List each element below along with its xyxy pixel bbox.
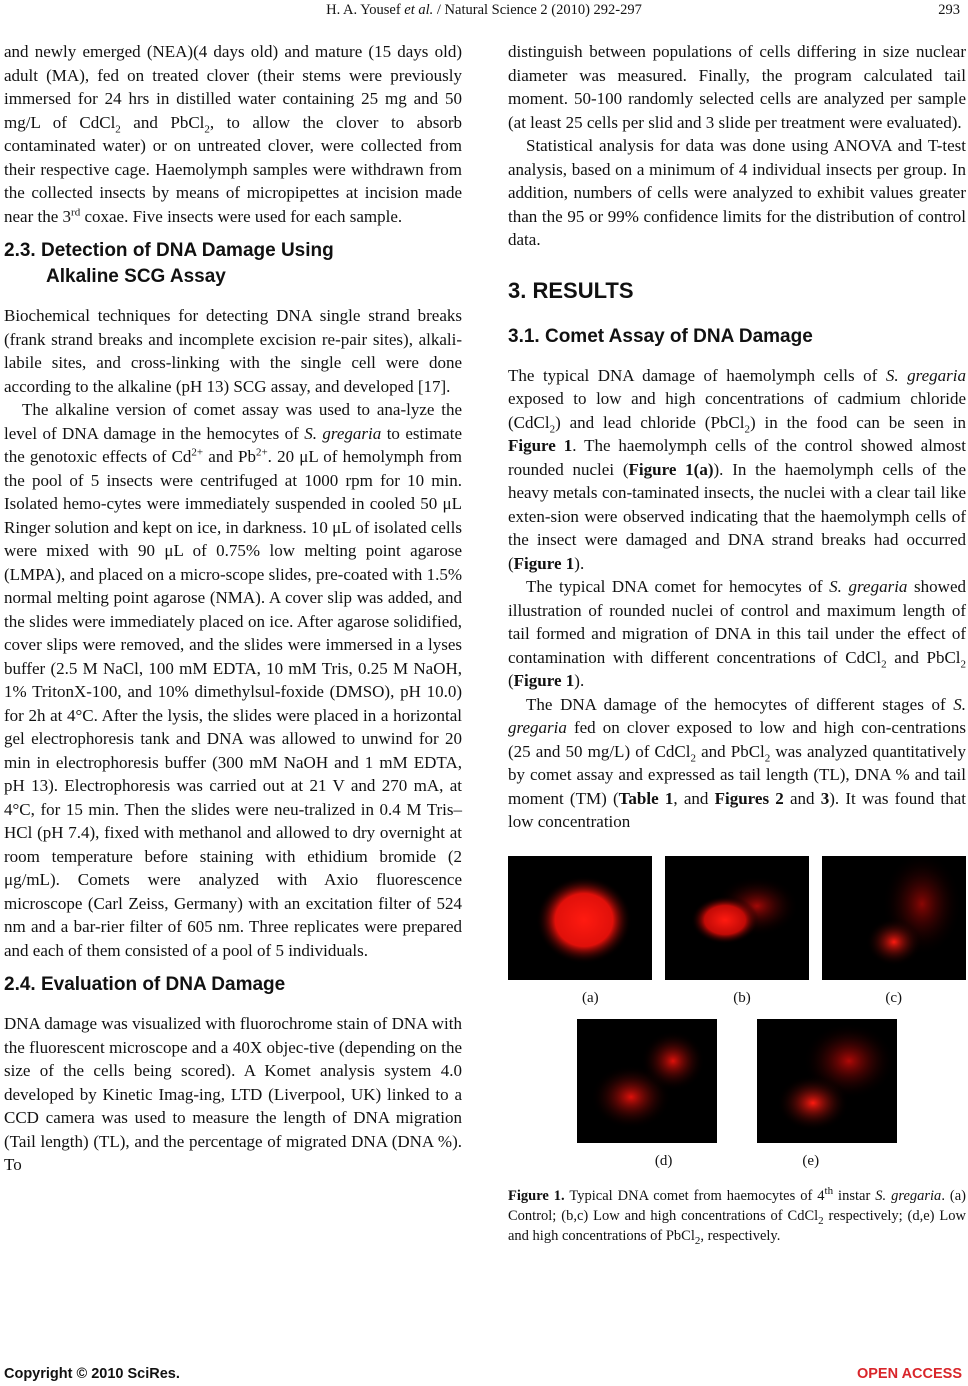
paragraph: The DNA damage of the hemocytes of different stages of S. gregaria fed on clover exposed to low and high con-centrations (25 and 50 mg/L) of CdCl$_2$ and PbCl$_2$ was analyzed quantitatively by comet assay and expressed as tail length (TL), DNA % and tail moment (TM) (Table 1, and Figures 2 and 3). It was found that low concentration bbox=[508, 694, 967, 831]
label-e: (e) bbox=[802, 1152, 820, 1169]
paragraph: Statistical analysis for data was done using ANOVA and T-test analysis, based on a minimum of 4 individual insects per group. In addition, numbers of cells were analyzed to exhibit values greater than the 95 or 99% confidence limits for the distribution of control data. bbox=[508, 136, 966, 249]
label-b: (b) bbox=[733, 989, 751, 1006]
page-number: 293 bbox=[938, 2, 960, 18]
copyright: Copyright © 2010 SciRes. bbox=[4, 1366, 180, 1382]
label-d: (d) bbox=[654, 1152, 673, 1169]
comet-image-a bbox=[508, 856, 652, 980]
paragraph: Biochemical techniques for detecting DNA single strand breaks (frank strand breaks and incomplete excision re-pair sites), alkali-labile sites, and cross-linking with the single cell were done according to the alkaline (pH 13) SCG assay, and developed [17]. bbox=[4, 306, 462, 396]
label-c: (c) bbox=[885, 989, 902, 1006]
comet-image-d bbox=[577, 1019, 717, 1143]
section-heading-3-1: 3.1. Comet Assay of DNA Damage bbox=[508, 325, 813, 347]
results-heading: 3. RESULTS bbox=[508, 277, 634, 303]
open-access-label: OPEN ACCESS bbox=[856, 1366, 962, 1382]
running-head-title: H. A. Yousef et al. / Natural Science 2 (2010) 292-297 bbox=[326, 2, 642, 18]
figure-row-bottom bbox=[508, 1019, 966, 1143]
paragraph: The typical DNA damage of haemolymph cells of S. gregaria exposed to low and high concentrations of cadmium chloride (CdCl$_2$) and lead chloride (PbCl$_2$) in the food can be seen in Figure 1. The haemolymph cells of the control showed almost rounded nuclei (Figure 1(a)). In the haemolymph cells of the heavy metals con-taminated insects, the nuclei with a clear tail like exten-sion were observed indicating that the haemolymph cells of the insect were damaged and DNA strand breaks had occurred (Figure 1). bbox=[508, 365, 967, 573]
left-column bbox=[4, 40, 462, 1177]
right-column bbox=[508, 40, 966, 1246]
comet-image-c bbox=[822, 856, 966, 980]
comet-image-b bbox=[665, 856, 809, 980]
section-heading-2-3: 2.3. Detection of DNA Damage Using Alkaline SCG Assay bbox=[4, 240, 334, 287]
section-heading-2-4: 2.4. Evaluation of DNA Damage bbox=[4, 974, 286, 995]
figure-1 bbox=[508, 856, 966, 1246]
paragraph: distinguish between populations of cells differing in size nuclear diameter was measured. Finally, the program calculated tail moment. 50-100 randomly selected cells are analyzed per sample (at least 25 cells per slid and 3 slide per treatment were evaluated). bbox=[508, 42, 966, 132]
paragraph: The alkaline version of comet assay was used to ana-lyze the level of DNA damage in the hemocytes of S. gregaria to estimate the genotoxic effects of $Cd^{2+}$ and $Pb^{2+}$. 20 μL of hemolymph from the pool of 5 insects were centrifuged at 1000 rpm for 10 min. Isolated hemo-cytes were immediately suspended in cooled 50 μL Ringer solution and kept on ice, in darkness. 10 μL of isolated cells were mixed with 90 μL of 0.75% low melting point agarose (LMPA), and placed on a micro-scope slides, pre-coated with 1.5% normal melting point agarose (NMA). A cover slip was added, and the slides were immediately placed on ice. After agarose solidified, cover slips were removed, and the slides were immersed in a lyses buffer (2.5 M NaCl, 100 mM EDTA, 10 mM Tris, 0.25 M NaOH, 1% TritonX-100, and 10% dimethylsul-foxide (DMSO), pH 10.0) for 2h at 4°C. After the lysis, the slides were placed in a horizontal gel electrophoresis tank and DNA was allowed to unwind for 20 min in electrophoresis buffer (300 mM NaOH and 1 mM EDTA, pH 13). Electrophoresis was carried out at 21 V and 270 mA, at 4°C, for 15 min. Then the slides were neu-tralized in 0.4 M Tris–HCl (pH 7.4), fixed with methanol and allowed to dry overnight at room temperature before staining with ethidium bromide (2 μg/mL). Comets were analyzed with Axio fluorescence microscope (Carl Zeiss, Germany) with an excitation filter of 524 nm and a bar-rier filter of 605 nm. Three replicates were prepared and each of them consisted of a pool of 5 individuals. bbox=[4, 400, 462, 960]
running-header bbox=[0, 0, 968, 22]
comet-image-e bbox=[757, 1019, 897, 1143]
figure-labels-bottom bbox=[508, 1153, 966, 1170]
page-footer bbox=[0, 1366, 968, 1386]
paragraph: The typical DNA comet for hemocytes of S. gregaria showed illustration of rounded nuclei of control and maximum length of tail formed and migration of DNA in this tail under the effect of contamination with different concentrations of CdCl$_2$ and PbCl$_2$ (Figure 1). bbox=[508, 577, 967, 690]
figure-row-top bbox=[508, 856, 966, 980]
label-a: (a) bbox=[582, 989, 599, 1006]
paragraph: and newly emerged (NEA)(4 days old) and mature (15 days old) adult (MA), fed on treated clover (their stems were previously immersed for 24 hrs in distilled water containing 25 mg and 50 mg/L of CdCl$_2$ and PbCl$_2$, to allow the clover to absorb contaminated water) or on untreated clover, were collected from their respective cage. Haemolymph samples were withdrawn from the collected insects by means of micropipettes at incision made near the 3rd coxae. Five insects were used for each sample. bbox=[4, 42, 463, 226]
paragraph: DNA damage was visualized with fluorochrome stain of DNA with the fluorescent microscope and a 40X objec-tive (depending on the size of the cells being scored). A Komet analysis system 4.0 developed by Kinetic Imag-ing, LTD (Liverpool, UK) linked to a CCD camera was used to measure the length of DNA migration (Tail length) (TL), and the percentage of migrated DNA (DNA %). To bbox=[4, 1014, 462, 1174]
figure-caption: Figure 1. Typical DNA comet from haemocytes of 4th instar S. gregaria. (a) Control; (b,c) Low and high concentrations of CdCl$_2$ respectively; (d,e) Low and high concentrations of PbCl$_2$, respectively. bbox=[508, 1184, 967, 1247]
figure-labels-top bbox=[508, 990, 966, 1007]
